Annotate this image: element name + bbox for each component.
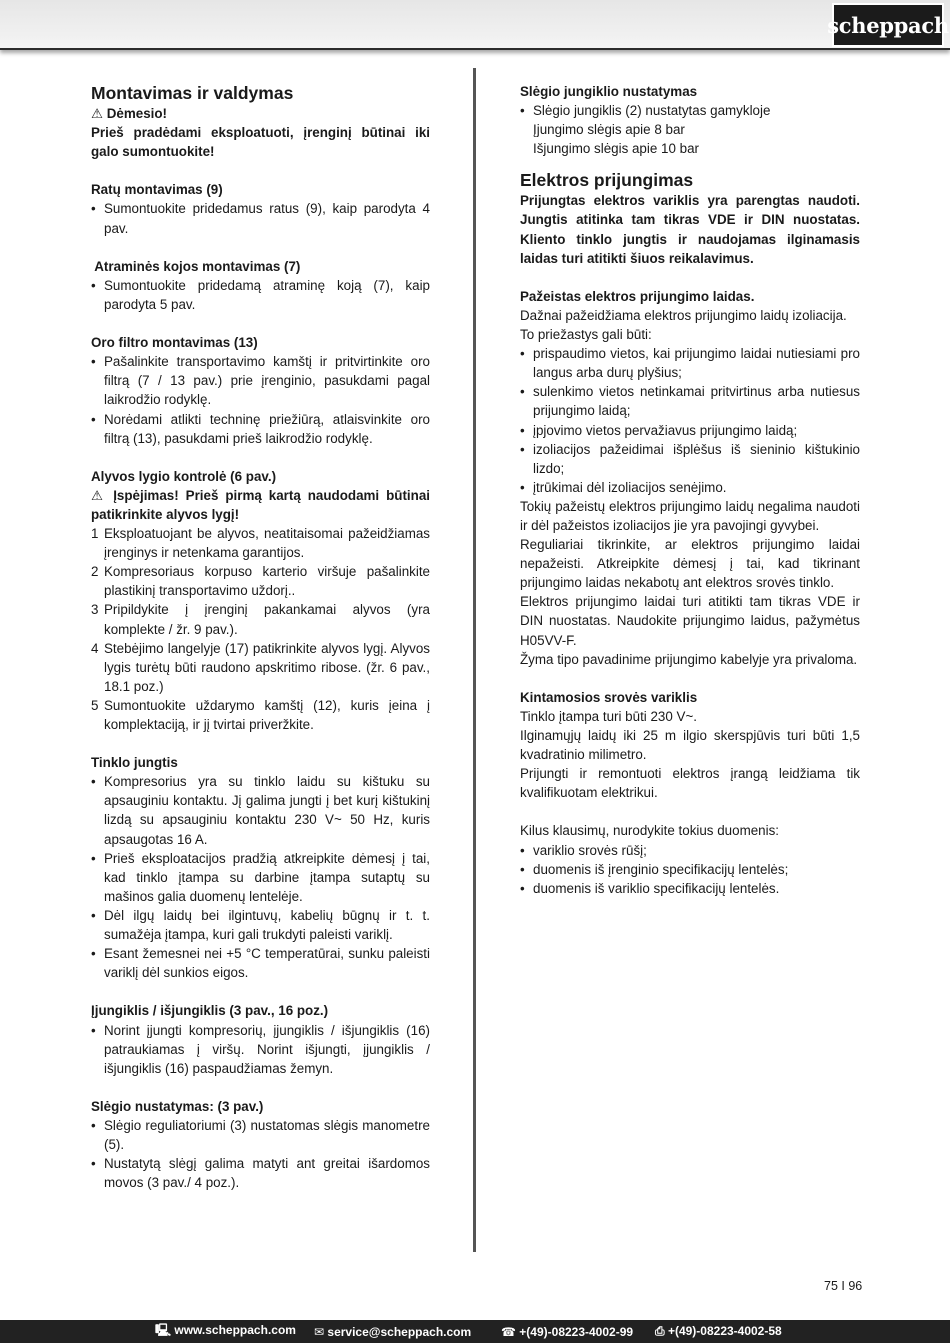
heading-wheels: Ratų montavimas (9) (91, 182, 223, 198)
footer-fax: ⎙ +(49)-08223-4002-58 (655, 1324, 782, 1338)
list-item: • Prieš eksploatacijos pradžią atkreipkite dėmesį į tai, kad tinklo įtampa su darbine įtampa sutaptų su mašinos galia duomenų lentelėje. (91, 849, 430, 906)
attention-text: Prieš pradėdami eksploatuoti, įrenginį būtinai iki galo sumontuokite! (91, 125, 430, 160)
scheppach-logo: scheppach (832, 3, 944, 47)
header-bar (0, 0, 950, 50)
section-title-assembly: Montavimas ir valdymas (91, 83, 294, 103)
list-item: • Esant žemesnei nei +5 °C temperatūrai, sunku paleisti variklį dėl sunkios eigos. (91, 944, 430, 982)
oil-warning: ⚠ Įspėjimas! Prieš pirmą kartą naudodami būtinai patikrinkite alyvos lygį! (91, 487, 430, 522)
heading-pressure-switch: Slėgio jungiklio nustatymas (520, 84, 698, 99)
list-support-leg (91, 276, 430, 314)
phone-icon: ☎ (501, 1324, 516, 1339)
paragraph: Prijungti ir remontuoti elektros įrangą leidžiama tik kvalifikuotam elektrikui. (520, 766, 860, 801)
heading-damaged-cable: Pažeistas elektros prijungimo laidas. (520, 288, 755, 304)
list-oil-steps (91, 524, 430, 734)
section-title-electrical: Elektros prijungimas (520, 170, 694, 191)
list-item: 4 Stebėjimo langelyje (17) patikrinkite alyvos lygį. Alyvos lygis turėtų būti raudono apskritimo ribose. (žr. 6 pav., 18.1 poz.) (91, 640, 430, 694)
paragraph: Elektros prijungimo laidai turi atitikti tam tikras VDE ir DIN nuostatas. Naudokite prijungimo laidus, pažymėtus H05VV-F. (520, 594, 860, 648)
paragraph: Reguliariai tikrinkite, ar elektros prijungimo laidai nepažeisti. Atkreipkite dėmesį į tai, kad tikrinant prijungimo laidas nekabotų ant elektros srovės tinklo. (520, 537, 860, 591)
sub-line: Išjungimo slėgis apie 10 bar (533, 141, 699, 157)
heading-switch: Įjungiklis / išjungiklis (3 pav., 16 poz.) (91, 1003, 329, 1019)
list-wheels (91, 199, 430, 237)
footer-bar (0, 1320, 950, 1343)
page-number: 75 I 96 (824, 1279, 863, 1293)
paragraph: To priežastys gali būti: (520, 327, 652, 343)
left-column (91, 82, 430, 1192)
list-item: • įpjovimo vietos pervažiavus prijungimo laidą; (520, 421, 860, 440)
list-item: • Slėgio reguliatoriumi (3) nustatomas slėgis manometre (5). (91, 1116, 430, 1154)
paragraph: Žyma tipo pavadinime prijungimo kabelyje yra privaloma. (520, 651, 858, 667)
heading-ac-motor: Kintamosios srovės variklis (520, 689, 698, 705)
heading-support-leg: Atraminės kojos montavimas (7) (91, 258, 301, 274)
list-switch (91, 1021, 430, 1078)
paragraph: Tokių pažeistų elektros prijungimo laidų negalima naudoti ir dėl pažeistos izoliacijos jie yra pavojingi gyvybei. (520, 498, 860, 533)
list-pressure (91, 1116, 430, 1192)
sub-line: Įjungimo slėgis apie 8 bar (533, 122, 685, 138)
heading-mains: Tinklo jungtis (91, 755, 178, 771)
list-item: • įtrūkimai dėl izoliacijos senėjimo. (520, 478, 860, 497)
right-column (520, 82, 860, 898)
list-item: 1 Eksploatuojant be alyvos, neatitaisomai pažeidžiamas įrenginys ir netenkama garantijos. (91, 526, 430, 561)
list-item: • Dėl ilgų laidų bei ilgintuvų, kabelių būgnų ir t. t. sumažėja įtampa, kuri gali trukdyti paleisti variklį. (91, 906, 430, 944)
mail-icon: ✉ (314, 1324, 325, 1339)
attention-label: ⚠ Dėmesio! (91, 106, 168, 121)
list-item: • Pašalinkite transportavimo kamštį ir pritvirtinkite oro filtrą (7 / 13 pav.) prie įrenginio, pasukdami pagal laikrodžio rodyklę. (91, 352, 430, 409)
list-pressure-switch (520, 101, 860, 158)
heading-air-filter: Oro filtro montavimas (13) (91, 335, 258, 351)
list-item: 2 Kompresoriaus korpuso karterio viršuje pašalinkite plastikinį transportavimo uždorį.. (91, 564, 430, 599)
list-item: • Norėdami atlikti techninę priežiūrą, atlaisvinkite oro filtrą (13), pasukdami prieš laikrodžio rodyklę. (91, 410, 430, 448)
list-item: • duomenis iš variklio specifikacijų lentelės. (520, 879, 860, 898)
list-item: 3 Pripildykite į įrenginį pakankamai alyvos (yra komplekte / žr. 9 pav.). (91, 602, 430, 637)
list-item: • sulenkimo vietos netinkamai pritvirtinus arba nutiesus prijungimo laidą; (520, 382, 860, 420)
electrical-intro: Prijungtas elektros variklis yra parengtas naudoti. Jungtis atitinka tam tikras VDE ir DIN nuostatas. Kliento tinklo jungtis ir naudojamas ilginamasis laidas turi atitikti šiuos reikalavimus. (520, 193, 860, 266)
list-item: 5 Sumontuokite uždarymo kamštį (12), kuris įeina į komplektaciją, ir jį tvirtai priveržkite. (91, 697, 430, 732)
list-air-filter (91, 352, 430, 447)
list-damage-causes (520, 344, 860, 497)
monitor-icon: 🖳 (155, 1323, 172, 1337)
fax-icon: ⎙ (655, 1324, 665, 1338)
list-item: • Slėgio jungiklis (2) nustatytas gamykloje Įjungimo slėgis apie 8 bar Išjungimo slėgis apie 10 bar (520, 101, 860, 158)
heading-oil-level: Alyvos lygio kontrolė (6 pav.) (91, 468, 277, 484)
list-item: • Sumontuokite pridedamus ratus (9), kaip parodyta 4 pav. (91, 199, 430, 237)
list-item: • Norint įjungti kompresorių, įjungiklis / išjungiklis (16) patraukiamas į viršų. Norint išjungti, įjungiklis / išjungiklis (16) paspaudžiamas žemyn. (91, 1021, 430, 1078)
list-item: • prispaudimo vietos, kai prijungimo laidai nutiesiami pro langus arba durų plyšius; (520, 344, 860, 382)
list-item: • izoliacijos pažeidimai išplėšus iš sieninio kištukinio lizdo; (520, 440, 860, 478)
heading-pressure: Slėgio nustatymas: (3 pav.) (91, 1098, 264, 1114)
list-item: • variklio srovės rūšį; (520, 841, 860, 860)
column-divider (473, 68, 476, 1252)
paragraph: Ilginamųjų laidų iki 25 m ilgio skerspjūvis turi būti 1,5 kvadratinio milimetro. (520, 728, 860, 763)
list-item: • Sumontuokite pridedamą atraminę koją (7), kaip parodyta 5 pav. (91, 276, 430, 314)
list-item: • duomenis iš įrenginio specifikacijų lentelės; (520, 860, 860, 879)
paragraph: Kilus klausimų, nurodykite tokius duomenis: (520, 823, 780, 839)
footer-web[interactable]: 🖳 www.scheppach.com (155, 1323, 296, 1337)
list-item: • Kompresorius yra su tinklo laidu su kištuku su apsauginiu kontaktu. Jį galima jungti į bet kurį kištukinį lizdą su apsauginiu kontaktu 230 V~ 50 Hz, kuris apsaugotas 16 A. (91, 772, 430, 848)
list-questions (520, 841, 860, 898)
footer-email[interactable]: ✉ service@scheppach.com (314, 1324, 472, 1339)
paragraph: Dažnai pažeidžiama elektros prijungimo laidų izoliacija. (520, 307, 847, 323)
paragraph: Tinklo įtampa turi būti 230 V~. (520, 708, 698, 724)
footer-phone: ☎ +(49)-08223-4002-99 (501, 1324, 634, 1339)
list-item: • Nustatytą slėgį galima matyti ant greitai išardomos movos (3 pav./ 4 poz.). (91, 1154, 430, 1192)
list-mains (91, 772, 430, 982)
